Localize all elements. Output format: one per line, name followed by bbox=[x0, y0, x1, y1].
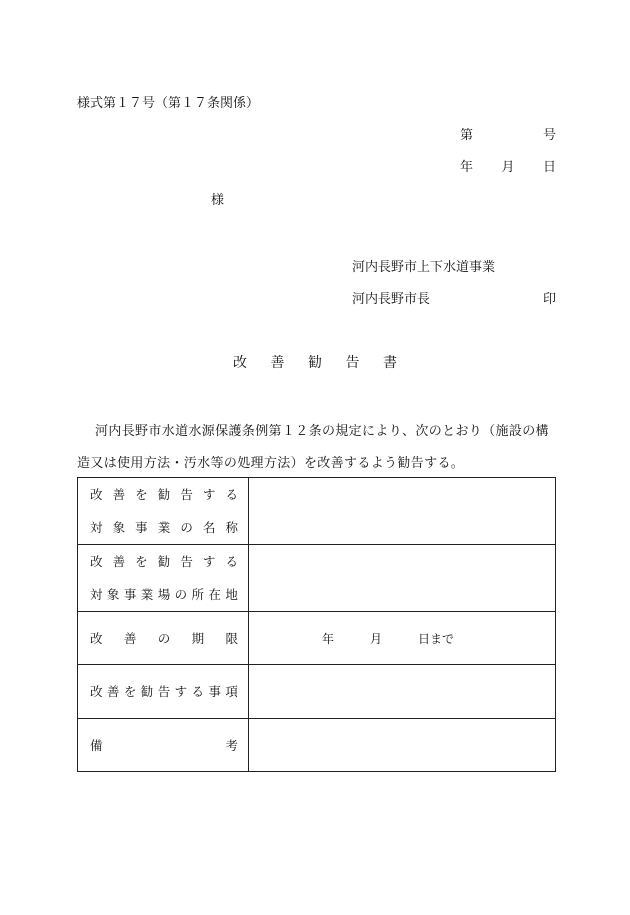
deadline-date bbox=[249, 630, 555, 647]
label-char: 在 bbox=[208, 587, 221, 602]
title-char: 善 bbox=[270, 355, 285, 371]
label-char: 象 bbox=[106, 587, 120, 602]
label-char: 善 bbox=[106, 684, 120, 699]
deadline-month: 月 bbox=[370, 631, 383, 646]
value-target-business-name bbox=[249, 478, 556, 545]
label-remarks bbox=[78, 719, 249, 772]
date-month: 月 bbox=[501, 160, 515, 175]
document-number-line bbox=[460, 124, 556, 143]
doc-number-suffix: 号 bbox=[542, 128, 556, 143]
value-target-site-address bbox=[249, 545, 556, 612]
body-text-line-1: 河内長野市水道水源保護条例第１２条の規定により、次のとおり（施設の構 bbox=[95, 424, 549, 439]
label-char: 告 bbox=[180, 554, 193, 569]
label-char: す bbox=[202, 487, 216, 502]
table-row-recommended-items bbox=[78, 665, 556, 719]
seal-mark: 印 bbox=[542, 292, 556, 307]
label-line bbox=[78, 622, 248, 655]
doc-number-prefix: 第 bbox=[460, 128, 474, 143]
label-char: を bbox=[135, 487, 148, 502]
body-text-line-2: 造又は使用方法・汚水等の処理方法）を改善するよう勧告する。 bbox=[77, 456, 465, 471]
label-char: 善 bbox=[123, 630, 137, 646]
label-char: 期 bbox=[191, 630, 205, 646]
label-char: 項 bbox=[225, 684, 238, 699]
deadline-day-until: 日まで bbox=[418, 631, 455, 646]
table-row-target-business-name bbox=[78, 478, 556, 545]
label-char: 改 bbox=[90, 487, 103, 502]
document-title bbox=[233, 352, 397, 372]
issuer-title: 河内長野市長 bbox=[352, 292, 431, 307]
label-char: 業 bbox=[140, 587, 154, 602]
title-char: 書 bbox=[383, 355, 397, 371]
label-line bbox=[78, 511, 248, 544]
label-char: 名 bbox=[202, 520, 216, 535]
label-char: を bbox=[123, 684, 137, 699]
label-recommended-items bbox=[78, 665, 249, 719]
label-char: す bbox=[174, 684, 188, 699]
label-char: す bbox=[202, 554, 216, 569]
label-char: 勧 bbox=[157, 554, 171, 569]
label-char: る bbox=[191, 684, 205, 699]
value-remarks bbox=[249, 719, 556, 772]
table-row-improvement-deadline bbox=[78, 612, 556, 665]
label-char: る bbox=[225, 487, 238, 502]
label-char: 場 bbox=[157, 587, 171, 602]
label-char: 改 bbox=[90, 684, 103, 699]
label-char: 備 bbox=[90, 737, 103, 753]
table-row-target-site-address bbox=[78, 545, 556, 612]
label-char: 象 bbox=[112, 520, 126, 535]
table-row-remarks bbox=[78, 719, 556, 772]
label-char: 所 bbox=[191, 587, 205, 602]
label-char: を bbox=[135, 554, 148, 569]
label-char: 改 bbox=[90, 630, 103, 646]
label-char: の bbox=[180, 520, 193, 535]
form-number: 様式第１７号（第１７条関係） bbox=[77, 96, 260, 111]
label-char: の bbox=[157, 630, 171, 646]
label-target-business-name bbox=[78, 478, 249, 545]
label-char: 事 bbox=[208, 684, 221, 699]
label-char: 告 bbox=[180, 487, 193, 502]
label-improvement-deadline bbox=[78, 612, 249, 665]
addressee-honorific: 様 bbox=[211, 193, 225, 208]
deadline-year: 年 bbox=[322, 631, 335, 646]
label-char: 事 bbox=[123, 587, 137, 602]
label-target-site-address bbox=[78, 545, 249, 612]
label-line bbox=[78, 675, 248, 708]
label-char: 善 bbox=[112, 554, 126, 569]
title-char: 勧 bbox=[308, 355, 322, 371]
date-day: 日 bbox=[542, 160, 556, 175]
issuer-organization: 河内長野市上下水道事業 bbox=[352, 260, 496, 275]
label-char: 限 bbox=[225, 630, 238, 646]
title-char: 告 bbox=[345, 355, 360, 371]
label-char: 考 bbox=[225, 737, 238, 753]
label-char: 対 bbox=[90, 587, 103, 602]
label-char: 改 bbox=[90, 554, 103, 569]
title-char: 改 bbox=[233, 355, 247, 371]
label-char: 地 bbox=[225, 587, 238, 602]
label-char: 勧 bbox=[140, 684, 154, 699]
label-line bbox=[78, 729, 248, 762]
label-char: 業 bbox=[157, 520, 171, 535]
recommendation-table bbox=[77, 477, 556, 772]
label-char: 勧 bbox=[157, 487, 171, 502]
label-char: 事 bbox=[135, 520, 148, 535]
value-improvement-deadline bbox=[249, 612, 556, 665]
label-char: る bbox=[225, 554, 238, 569]
label-char: 対 bbox=[90, 520, 103, 535]
label-line bbox=[78, 578, 248, 611]
label-char: 善 bbox=[112, 487, 126, 502]
date-year: 年 bbox=[460, 160, 474, 175]
label-char: 告 bbox=[157, 684, 171, 699]
label-char: の bbox=[174, 587, 188, 602]
date-line bbox=[460, 156, 556, 175]
label-line bbox=[78, 545, 248, 578]
label-char: 称 bbox=[225, 520, 238, 535]
label-line bbox=[78, 478, 248, 511]
value-recommended-items bbox=[249, 665, 556, 719]
